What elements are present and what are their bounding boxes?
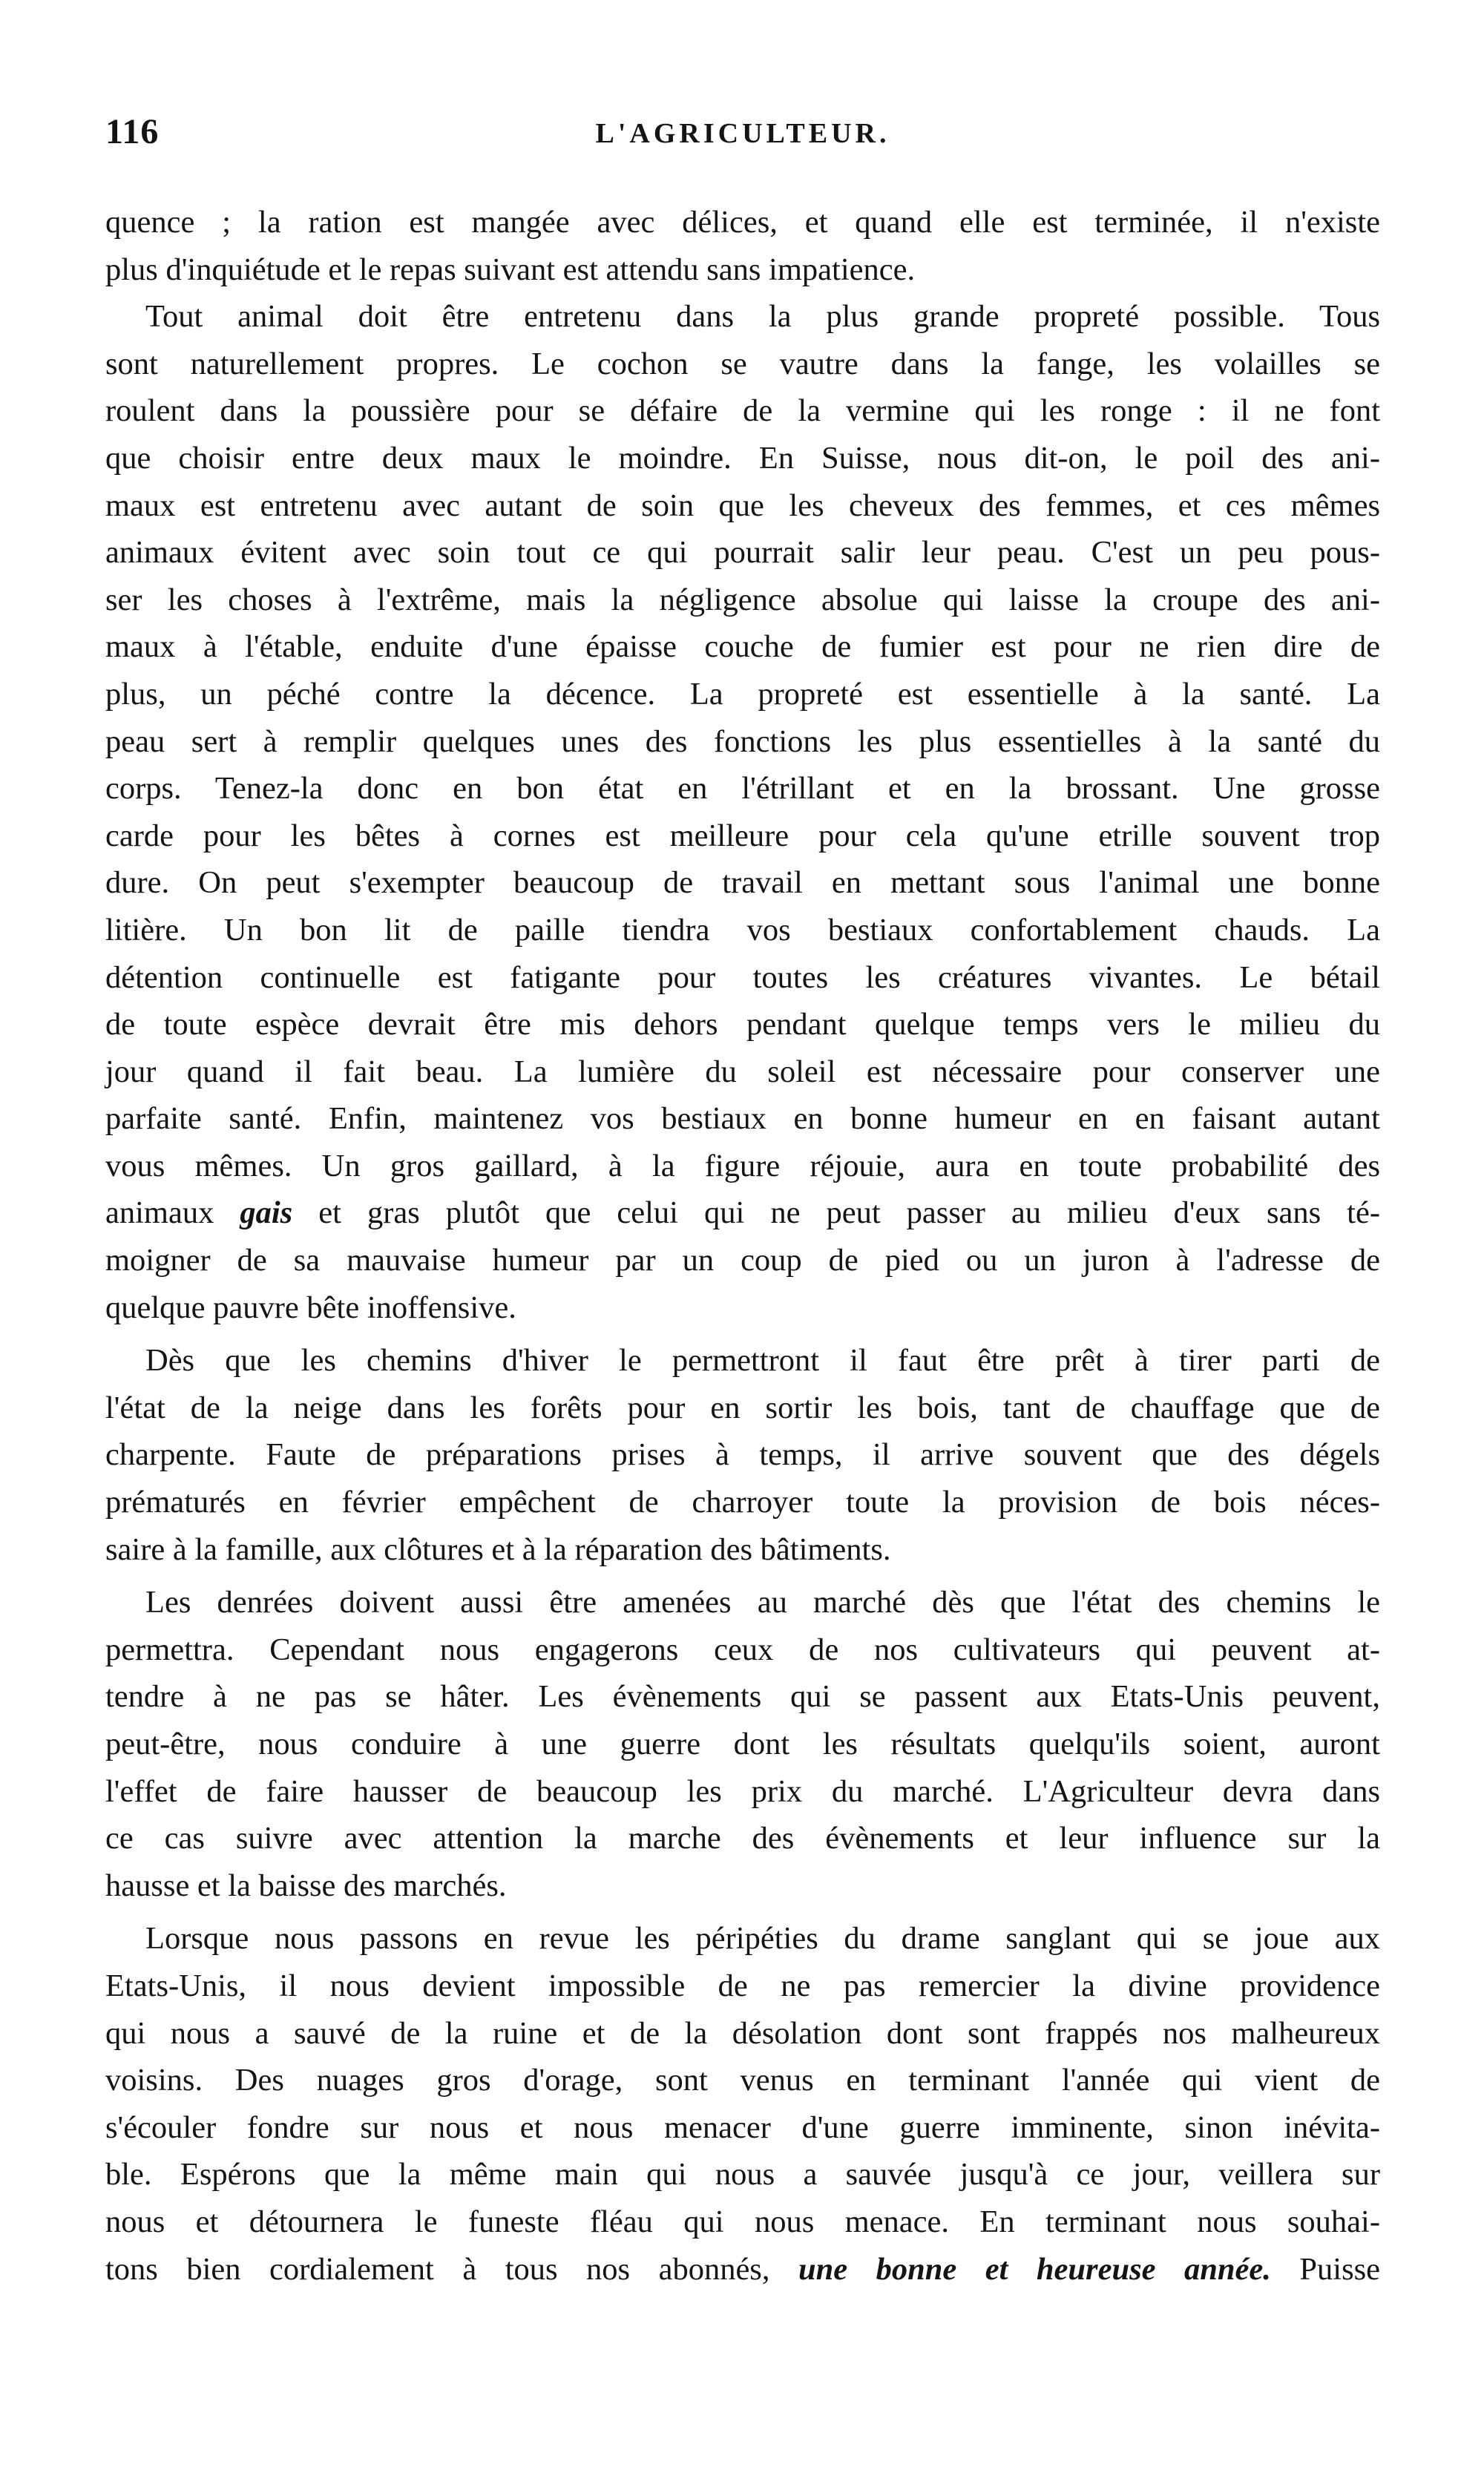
text-line: plus, un péché contre la décence. La propreté est essentielle à la santé. La — [105, 676, 1380, 712]
italic-phrase: une bonne et heureuse année. — [798, 2251, 1271, 2287]
text-line: permettra. Cependant nous engagerons ceux de nos cultivateurs qui peuvent at- — [105, 1632, 1380, 1667]
text-line: hausse et la baisse des marchés. — [105, 1868, 507, 1903]
text-line: de toute espèce devrait être mis dehors pendant quelque temps vers le milieu du — [105, 1007, 1380, 1042]
running-title: L'AGRICULTEUR. — [595, 118, 890, 149]
text-line: charpente. Faute de préparations prises à temps, il arrive souvent que des dégels — [105, 1437, 1380, 1473]
text-line: s'écouler fondre sur nous et nous menacer d'une guerre imminente, sinon inévita- — [105, 2109, 1380, 2145]
text-line: qui nous a sauvé de la ruine et de la désolation dont sont frappés nos malheureux — [105, 2015, 1380, 2051]
text-line: Etats-Unis, il nous devient impossible de ne pas remercier la divine providence — [105, 1968, 1380, 2003]
text-line: dure. On peut s'exempter beaucoup de travail en mettant sous l'animal une bonne — [105, 865, 1380, 901]
text-line: animaux gais et gras plutôt que celui qui ne peut passer au milieu d'eux sans té- — [105, 1195, 1381, 1231]
text-line: ble. Espérons que la même main qui nous a sauvée jusqu'à ce jour, veillera sur — [105, 2157, 1380, 2193]
text-line: voisins. Des nuages gros d'orage, sont venus en terminant l'année qui vient de — [105, 2063, 1380, 2098]
text-line: quelque pauvre bête inoffensive. — [105, 1290, 516, 1325]
italic-phrase: gais — [240, 1195, 293, 1231]
paragraph — [105, 293, 1380, 1331]
text-line: maux à l'étable, enduite d'une épaisse couche de fumier est pour ne rien dire de — [105, 629, 1380, 665]
text-line: moigner de sa mauvaise humeur par un coup de pied ou un juron à l'adresse de — [105, 1243, 1380, 1278]
text-line: peut-être, nous conduire à une guerre dont les résultats quelqu'ils soient, auront — [105, 1727, 1380, 1761]
text-line: ce cas suivre avec attention la marche des évènements et leur influence sur la — [105, 1821, 1380, 1856]
text-line: Dès que les chemins d'hiver le permettront il faut être prêt à tirer parti de — [145, 1343, 1380, 1379]
text-line: roulent dans la poussière pour se défaire de la vermine qui les ronge : il ne font — [105, 393, 1380, 429]
text-line: vous mêmes. Un gros gaillard, à la figure réjouie, aura en toute probabilité des — [105, 1148, 1380, 1183]
paragraph — [105, 199, 1380, 293]
text-line: parfaite santé. Enfin, maintenez vos bestiaux en bonne humeur en en faisant autant — [105, 1101, 1380, 1137]
text-line: corps. Tenez-la donc en bon état en l'étrillant et en la brossant. Une grosse — [105, 771, 1380, 807]
text-line: détention continuelle est fatigante pour toutes les créatures vivantes. Le bétail — [105, 959, 1380, 995]
text-line: animaux évitent avec soin tout ce qui pourrait salir leur peau. C'est un peu pous- — [105, 535, 1380, 571]
text-line: maux est entretenu avec autant de soin que les cheveux des femmes, et ces mêmes — [105, 487, 1380, 523]
text-line: saire à la famille, aux clôtures et à la réparation des bâtiments. — [105, 1531, 891, 1567]
text-line: l'effet de faire hausser de beaucoup les prix du marché. L'Agriculteur devra dans — [105, 1773, 1380, 1809]
text-line: quence ; la ration est mangée avec délices, et quand elle est terminée, il n'existe — [105, 205, 1380, 240]
text-line: litière. Un bon lit de paille tiendra vos bestiaux confortablement chauds. La — [105, 912, 1380, 948]
text-line: prématurés en février empêchent de charroyer toute la provision de bois néces- — [105, 1485, 1380, 1520]
page-header — [105, 111, 1380, 163]
body-text — [105, 199, 1380, 2293]
paragraph-gap — [105, 1909, 1380, 1915]
paragraph — [105, 1915, 1380, 2293]
text-line: carde pour les bêtes à cornes est meilleure pour cela qu'une etrille souvent trop — [105, 818, 1380, 853]
page-number: 116 — [105, 112, 160, 151]
text-line: que choisir entre deux maux le moindre. En Suisse, nous dit-on, le poil des ani- — [105, 440, 1380, 476]
paragraph-gap — [105, 1573, 1380, 1579]
text-line: Les denrées doivent aussi être amenées au marché dès que l'état des chemins le — [145, 1585, 1380, 1620]
text-line: l'état de la neige dans les forêts pour en sortir les bois, tant de chauffage que de — [105, 1390, 1380, 1425]
book-page — [105, 111, 1380, 2293]
text-line: ser les choses à l'extrême, mais la négligence absolue qui laisse la croupe des ani- — [105, 582, 1380, 617]
paragraph-gap — [105, 1331, 1380, 1337]
text-line: tons bien cordialement à tous nos abonnés, une bonne et heureuse année. Puisse — [105, 2251, 1381, 2287]
text-line: peau sert à remplir quelques unes des fonctions les plus essentielles à la santé du — [105, 723, 1380, 759]
text-line: plus d'inquiétude et le repas suivant est attendu sans impatience. — [105, 252, 916, 287]
text-line: Lorsque nous passons en revue les péripéties du drame sanglant qui se joue aux — [145, 1921, 1380, 1957]
paragraph — [105, 1579, 1380, 1909]
text-line: nous et détournera le funeste fléau qui nous menace. En terminant nous souhai- — [105, 2204, 1380, 2239]
paragraph — [105, 1337, 1380, 1573]
text-line: sont naturellement propres. Le cochon se vautre dans la fange, les volailles se — [105, 346, 1380, 381]
text-line: Tout animal doit être entretenu dans la plus grande propreté possible. Tous — [145, 299, 1380, 335]
text-line: jour quand il fait beau. La lumière du soleil est nécessaire pour conserver une — [105, 1054, 1380, 1089]
text-line: tendre à ne pas se hâter. Les évènements qui se passent aux Etats-Unis peuvent, — [105, 1679, 1380, 1715]
